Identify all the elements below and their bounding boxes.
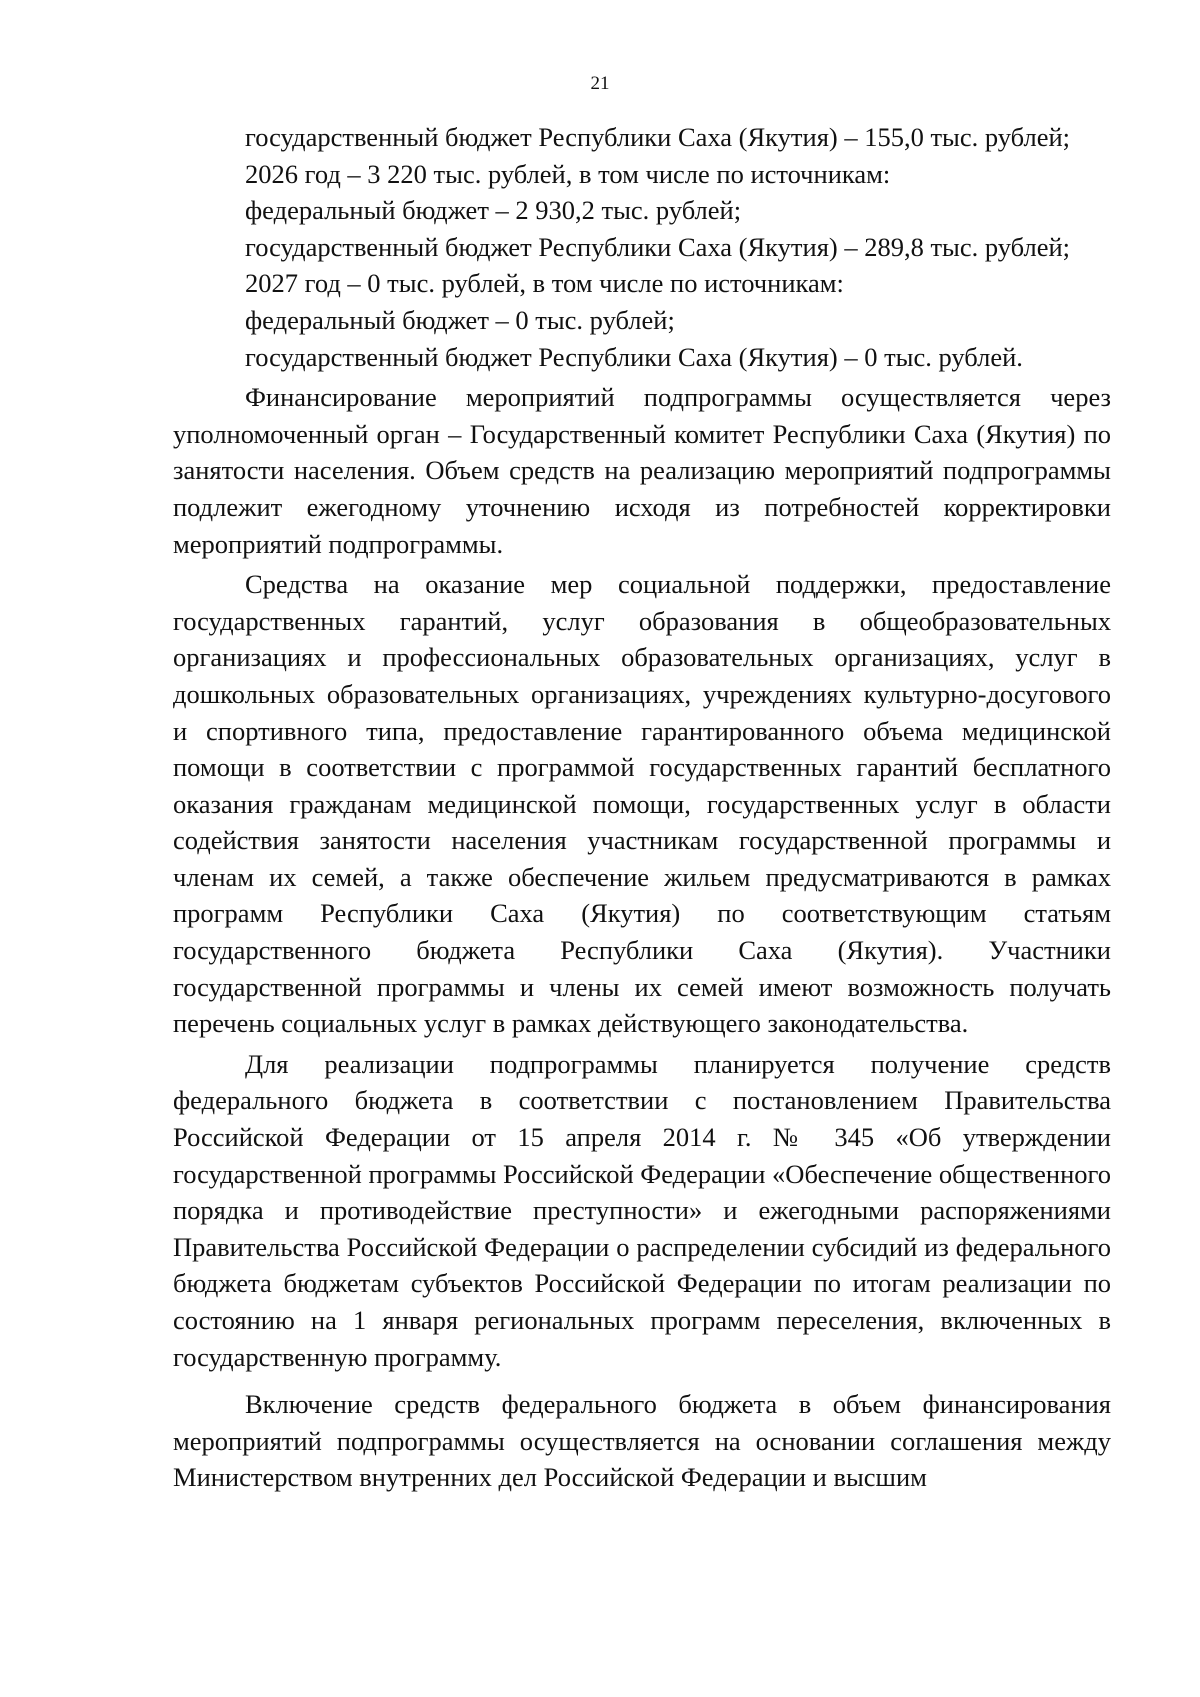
paragraph-2027-republic: государственный бюджет Республики Саха (Якутия) – 0 тыс. рублей. xyxy=(245,341,1023,372)
paragraph-2026-republic: государственный бюджет Республики Саха (Якутия) – 289,8 тыс. рублей; xyxy=(245,231,1071,262)
paragraph-2026-total: 2026 год – 3 220 тыс. рублей, в том числе по источникам: xyxy=(245,158,891,189)
paragraph-2027-federal: федеральный бюджет – 0 тыс. рублей; xyxy=(245,304,675,335)
page-number: 21 xyxy=(590,73,610,94)
document-body xyxy=(173,119,1111,1496)
paragraph-2026-federal: федеральный бюджет – 2 930,2 тыс. рублей; xyxy=(245,195,742,226)
paragraph-inclusion: Включение средств федерального бюджета в объем финансирования мероприятий подпрограммы осуществляется на основании соглашения между Министерством внутренних дел Российской Федерации и высшим xyxy=(173,1389,1111,1493)
paragraph-federal-funds: Для реализации подпрограммы планируется получение средств федерального бюджета в соответствии с постановлением Правительства Российской Федерации от 15 апреля 2014 г. № 345 «Об утверждении государственной программы Российской Федерации «Обеспечение общественного порядка и противодействие преступности» и ежегодными распоряжениями Правительства Российской Федерации о распределении субсидий из федерального бюджета бюджетам субъектов Российской Федерации по итогам реализации по состоянию на 1 января региональных программ переселения, включенных в государственную программу. xyxy=(173,1048,1111,1372)
paragraph-social-support: Средства на оказание мер социальной поддержки, предоставление государственных гарантий, услуг образования в общеобразовательных организациях и профессиональных образовательных организациях, услуг в дошкольных образовательных организациях, учреждениях культурно-досугового и спортивного типа, предоставление гарантированного объема медицинской помощи в соответствии с программой государственных гарантий бесплатного оказания гражданам медицинской помощи, государственных услуг в области содействия занятости населения участникам государственной программы и членам их семей, а также обеспечение жильем предусматриваются в рамках программ Республики Саха (Якутия) по соответствующим статьям государственного бюджета Республики Саха (Якутия). Участники государственной программы и члены их семей имеют возможность получать перечень социальных услуг в рамках действующего законодательства. xyxy=(173,569,1111,1039)
paragraph-budget-2025-republic: государственный бюджет Республики Саха (Якутия) – 155,0 тыс. рублей; xyxy=(245,122,1071,152)
paragraph-2027-total: 2027 год – 0 тыс. рублей, в том числе по источникам: xyxy=(245,268,844,299)
paragraph-financing: Финансирование мероприятий подпрограммы осуществляется через уполномоченный орган – Государственный комитет Республики Саха (Якутия) по занятости населения. Объем средств на реализацию мероприятий подпрограммы подлежит ежегодному уточнению исходя из потребностей корректировки мероприятий подпрограммы. xyxy=(173,382,1111,559)
